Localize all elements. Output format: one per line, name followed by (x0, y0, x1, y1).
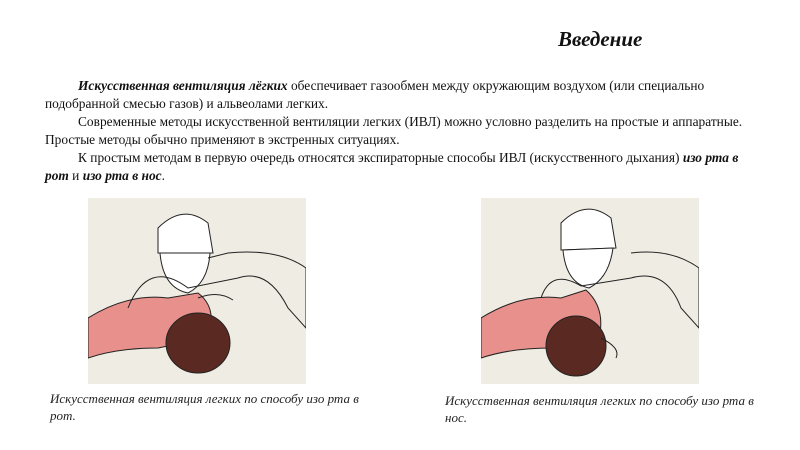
intro-text (45, 77, 765, 185)
paragraph-1 (45, 77, 765, 113)
term-mouth-to-nose: изо рта в нос (82, 168, 162, 183)
figure-caption-1: Искусственная вентиляция легких по способу изо рта в рот. (50, 391, 359, 423)
period: . (161, 168, 165, 183)
conjunction: и (68, 168, 83, 183)
page-title: Введение (558, 27, 643, 51)
paragraph-3-text: К простым методам в первую очередь относятся экспираторные способы ИВЛ (искусственного дыхания) (78, 150, 683, 165)
figure-caption-2: Искусственная вентиляция легких по способу изо рта в нос. (445, 393, 754, 425)
figure-mouth-to-mouth (88, 198, 306, 384)
paragraph-3 (45, 149, 765, 185)
figure-mouth-to-nose (481, 198, 699, 384)
term-mouth-to-mouth: изо рта в рот (45, 150, 739, 183)
illustration-mouth-to-mouth (88, 198, 306, 384)
term-ivl: Искусственная вентиляция лёгких (78, 78, 288, 93)
paragraph-1-text: обеспечивает газообмен между окружающим воздухом (или специально подобранной смесью газов) и альвеолами легких. (45, 78, 705, 111)
illustration-mouth-to-nose (481, 198, 699, 384)
paragraph-2: Современные методы искусственной вентиляции легких (ИВЛ) можно условно разделить на простые и аппаратные. Простые методы обычно применяют в экстренных ситуациях. (45, 114, 743, 147)
